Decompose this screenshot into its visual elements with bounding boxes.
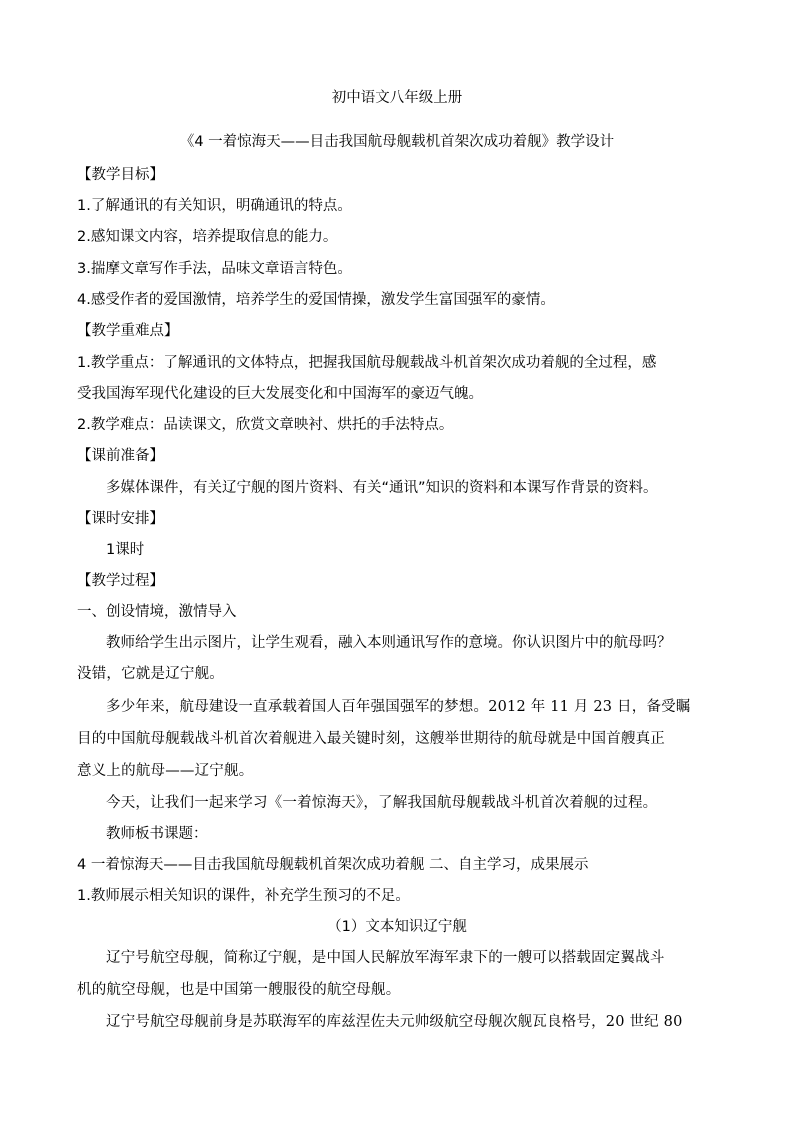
step1-line: 多少年来，航母建设一直承载着国人百年强国强军的梦想。2012 年 11 月 23 日，备受瞩 bbox=[106, 699, 691, 715]
lesson-title: 《4 一着惊海天——目击我国航母舰载机首架次成功着舰》教学设计 bbox=[179, 134, 615, 150]
step1-line: 教师给学生出示图片，让学生观看，融入本则通讯写作的意境。你认识图片中的航母吗？ bbox=[106, 635, 672, 651]
process-heading: 【教学过程】 bbox=[77, 573, 164, 589]
step1-line: 意义上的航母——辽宁舰。 bbox=[77, 763, 254, 779]
knowledge-subheading: （1）文本知识辽宁舰 bbox=[327, 919, 467, 935]
grade-title: 初中语文八年级上册 bbox=[331, 90, 463, 106]
schedule-heading: 【课时安排】 bbox=[77, 511, 164, 527]
step1-line: 目的中国航母舰载战斗机首次着舰进入最关键时刻，这艘举世期待的航母就是中国首艘真正 bbox=[77, 731, 665, 747]
preparation-heading: 【课前准备】 bbox=[77, 448, 164, 464]
objective-item: 2.感知课文内容，培养提取信息的能力。 bbox=[77, 229, 338, 245]
step1-line: 没错，它就是辽宁舰。 bbox=[77, 666, 224, 682]
step1-heading: 一、创设情境，激情导入 bbox=[77, 604, 237, 620]
key-point-line: 2.教学难点：品读课文，欣赏文章映衬、烘托的手法特点。 bbox=[77, 417, 454, 433]
step1-line: 教师板书课题： bbox=[106, 826, 208, 842]
knowledge-line: 辽宁号航空母舰，简称辽宁舰，是中国人民解放军海军隶下的一艘可以搭载固定翼战斗 bbox=[106, 950, 665, 966]
knowledge-line: 机的航空母舰，也是中国第一艘服役的航空母舰。 bbox=[77, 982, 401, 998]
key-point-line: 受我国海军现代化建设的巨大发展变化和中国海军的豪迈气魄。 bbox=[77, 386, 483, 402]
knowledge-line: 辽宁号航空母舰前身是苏联海军的库兹涅佐夫元帅级航空母舰次舰瓦良格号，20 世纪 80 bbox=[106, 1014, 683, 1030]
objective-item: 1.了解通讯的有关知识，明确通讯的特点。 bbox=[77, 198, 352, 214]
schedule-text: 1课时 bbox=[106, 542, 145, 558]
preparation-text: 多媒体课件，有关辽宁舰的图片资料、有关“通讯”知识的资料和本课写作背景的资料。 bbox=[106, 480, 658, 496]
key-points-heading: 【教学重难点】 bbox=[77, 323, 179, 339]
objective-item: 4.感受作者的爱国激情，培养学生的爱国情操，激发学生富国强军的豪情。 bbox=[77, 292, 555, 308]
key-point-line: 1.教学重点：了解通讯的文体特点，把握我国航母舰载战斗机首架次成功着舰的全过程，感 bbox=[77, 355, 657, 371]
step1-line: 今天，让我们一起来学习《一着惊海天》，了解我国航母舰载战斗机首次着舰的过程。 bbox=[106, 795, 658, 811]
objectives-heading: 【教学目标】 bbox=[77, 167, 164, 183]
objective-item: 3.揣摩文章写作手法，品味文章语言特色。 bbox=[77, 261, 352, 277]
step1-line: 4 一着惊海天——目击我国航母舰载机首架次成功着舰 二、自主学习，成果展示 bbox=[77, 857, 589, 873]
step1-line: 1.教师展示相关知识的课件，补充学生预习的不足。 bbox=[77, 888, 410, 904]
